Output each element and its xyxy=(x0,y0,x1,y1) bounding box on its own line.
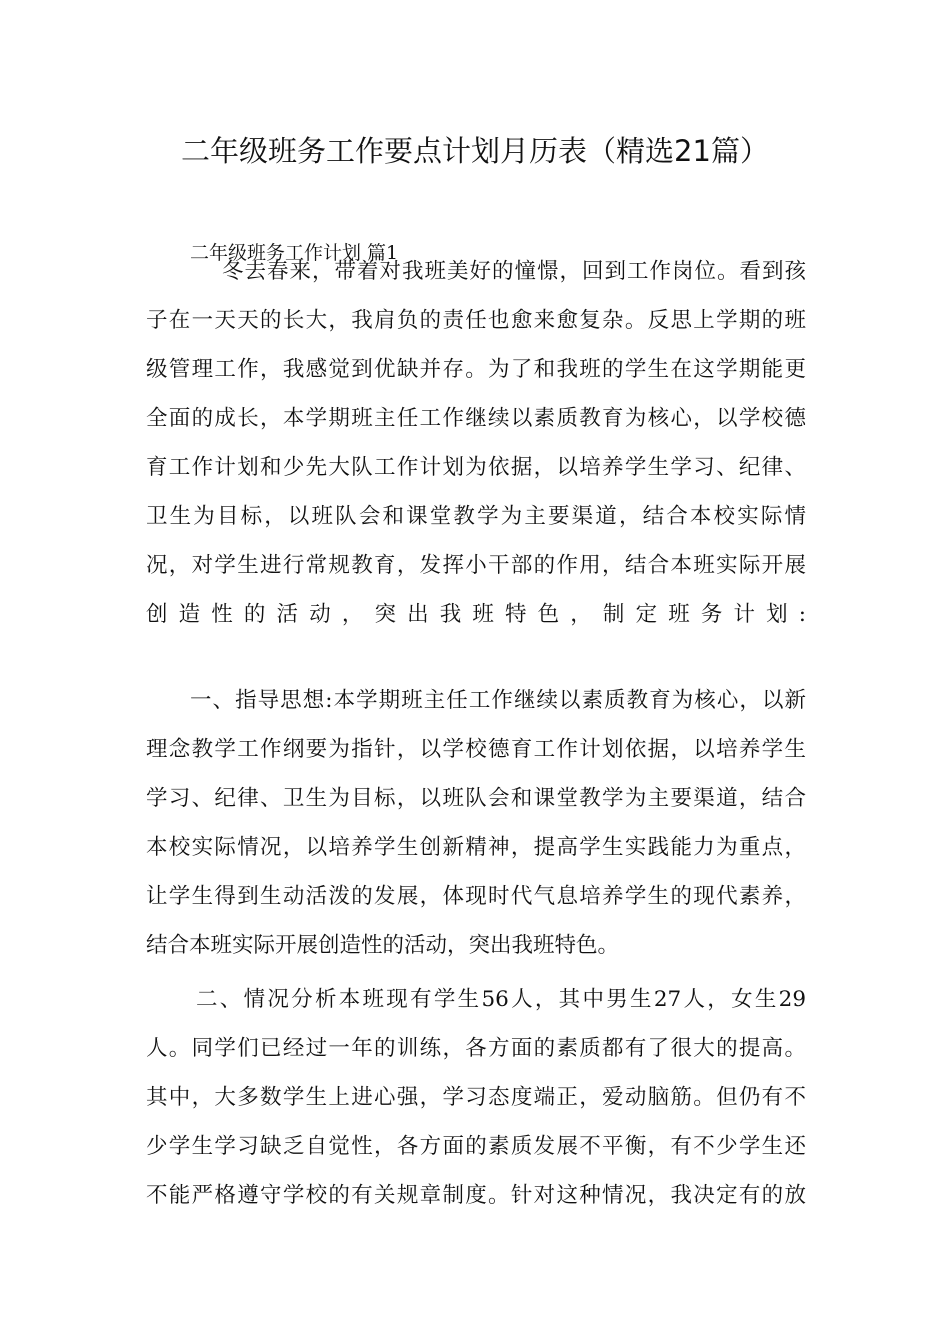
paragraph-line: 全面的成长，本学期班主任工作继续以素质教育为核心，以学校德 xyxy=(146,406,806,431)
paragraph-line: 育工作计划和少先大队工作计划为依据，以培养学生学习、纪律、 xyxy=(146,455,806,480)
document-title: 二年级班务工作要点计划月历表（精选21篇） xyxy=(181,134,769,168)
paragraph-line: 其中，大多数学生上进心强，学习态度端正，爱动脑筋。但仍有不 xyxy=(146,1085,806,1110)
paragraph-line: 少学生学习缺乏自觉性，各方面的素质发展不平衡，有不少学生还 xyxy=(146,1134,806,1159)
paragraph-line: 卫生为目标，以班队会和课堂教学为主要渠道，结合本校实际情 xyxy=(146,504,806,529)
paragraph-line: 不能严格遵守学校的有关规章制度。针对这种情况，我决定有的放 xyxy=(146,1183,806,1208)
paragraph-line: 二、情况分析本班现有学生56人，其中男生27人，女生29 xyxy=(196,987,806,1012)
section-heading: 二年级班务工作计划 篇1 xyxy=(190,242,399,264)
paragraph-line: 学习、纪律、卫生为目标，以班队会和课堂教学为主要渠道，结合 xyxy=(146,786,806,811)
paragraph-line: 级管理工作，我感觉到优缺并存。为了和我班的学生在这学期能更 xyxy=(146,357,806,382)
paragraph-line: 创造性的活动，突出我班特色，制定班务计划: xyxy=(146,602,806,627)
paragraph-line: 一、指导思想:本学期班主任工作继续以素质教育为核心，以新 xyxy=(190,688,806,713)
paragraph-line: 本校实际情况，以培养学生创新精神，提高学生实践能力为重点， xyxy=(146,835,806,860)
paragraph-line: 让学生得到生动活泼的发展，体现时代气息培养学生的现代素养， xyxy=(146,884,806,909)
paragraph-line: 结合本班实际开展创造性的活动，突出我班特色。 xyxy=(146,933,620,958)
paragraph-line: 况，对学生进行常规教育，发挥小干部的作用，结合本班实际开展 xyxy=(146,553,806,578)
paragraph-line: 子在一天天的长大，我肩负的责任也愈来愈复杂。反思上学期的班 xyxy=(146,308,806,333)
paragraph-line: 人。同学们已经过一年的训练，各方面的素质都有了很大的提高。 xyxy=(146,1036,806,1061)
paragraph-line: 理念教学工作纲要为指针，以学校德育工作计划依据，以培养学生 xyxy=(146,737,806,762)
paragraph-line: 冬去春来，带着对我班美好的憧憬，回到工作岗位。看到孩 xyxy=(222,259,806,284)
